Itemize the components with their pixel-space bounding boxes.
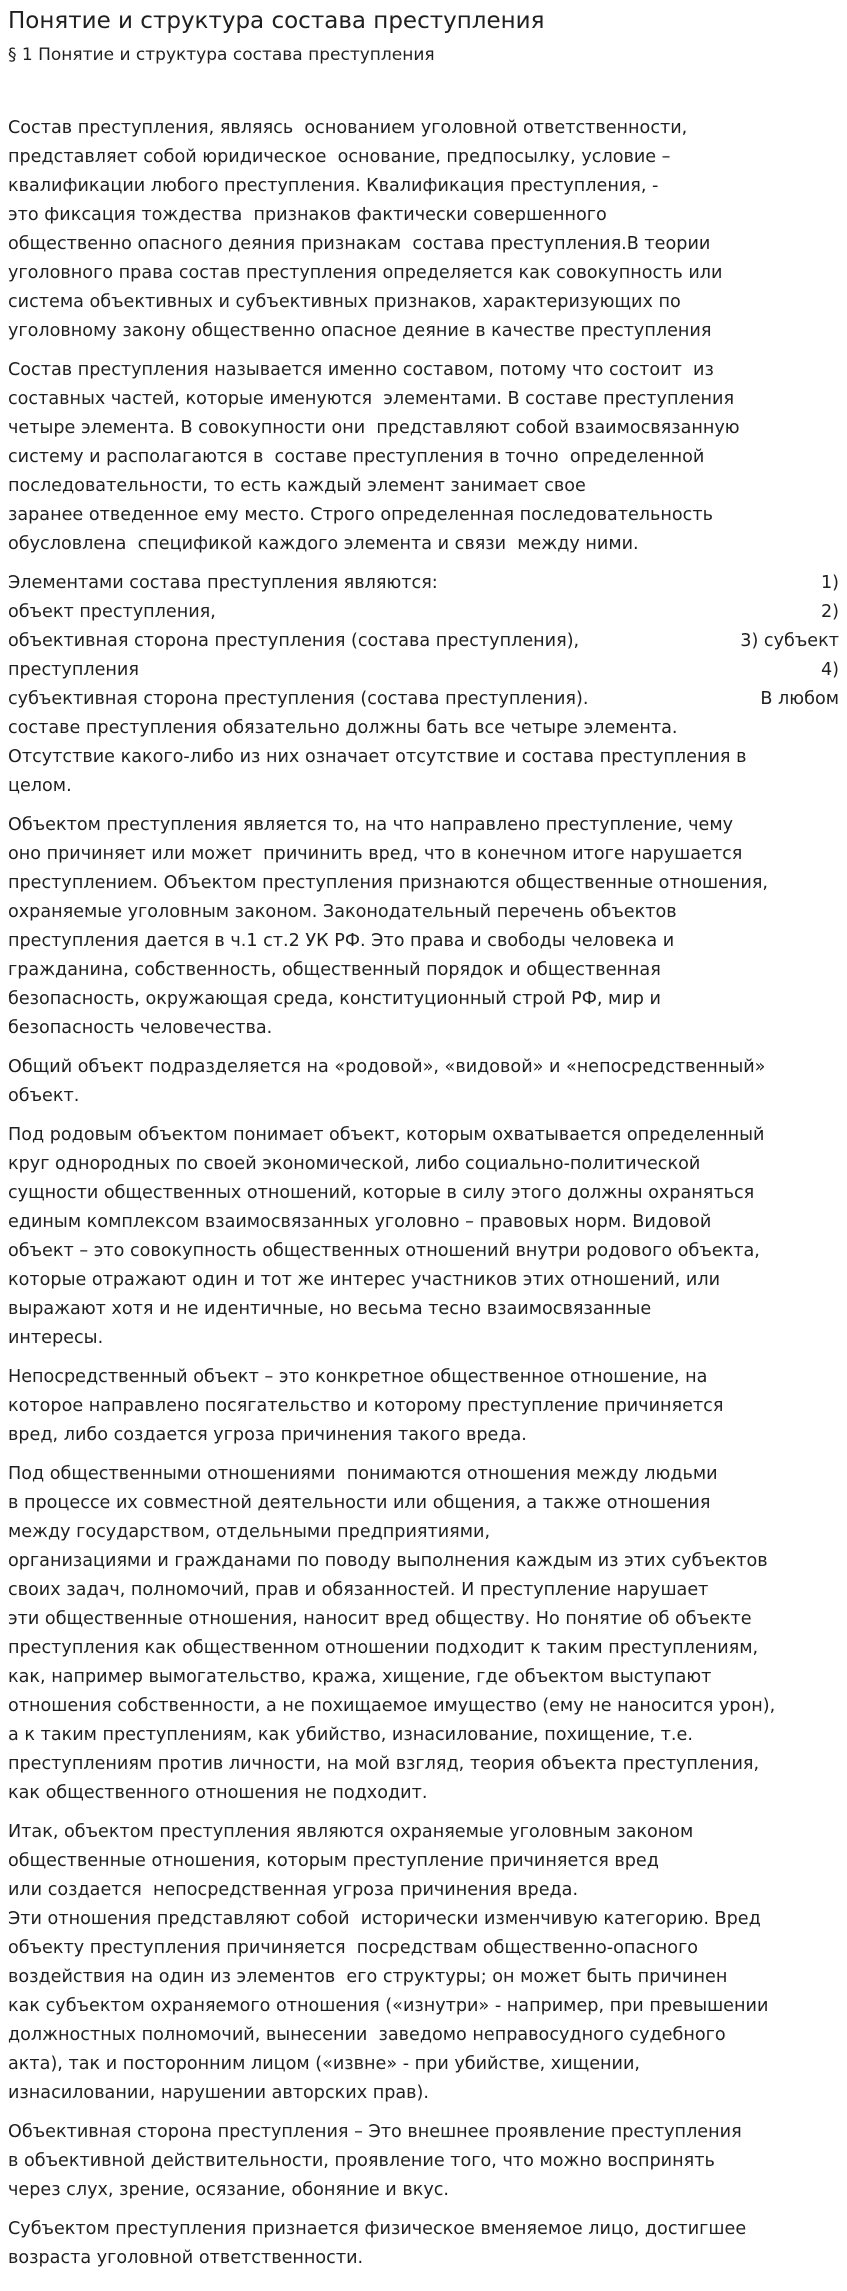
- elements-paragraph: [8, 569, 839, 801]
- text-line: составе преступления обязательно должны бать все четыре элемента.: [8, 718, 678, 738]
- paragraph: [8, 356, 839, 559]
- text-line: охраняемые уголовным законом. Законодательный перечень объектов: [8, 902, 677, 922]
- text-line: представляет собой юридическое основание, предпосылку, условие –: [8, 147, 671, 167]
- text-line: или создается непосредственная угроза причинения вреда.: [8, 1880, 579, 1900]
- text-line: как общественного отношения не подходит.: [8, 1783, 428, 1803]
- text-line: целом.: [8, 776, 72, 796]
- text-line: которые отражают один и тот же интерес участников этих отношений, или: [8, 1270, 721, 1290]
- paragraph: [8, 811, 839, 1043]
- paragraph: [8, 1818, 839, 2108]
- paragraph: [8, 1460, 839, 1808]
- text-line: Субъектом преступления признается физическое вменяемое лицо, достигшее: [8, 2219, 747, 2239]
- text-line: заранее отведенное ему место. Строго определенная последовательность: [8, 505, 713, 525]
- text-line: Общий объект подразделяется на «родовой», «видовой» и «непосредственный»: [8, 1057, 766, 1077]
- text-line: общественные отношения, которым преступление причиняется вред: [8, 1851, 659, 1871]
- text-line: объекту преступления причиняется посредствам общественно-опасного: [8, 1938, 699, 1958]
- text-line: объект.: [8, 1086, 80, 1106]
- text-line: организациями и гражданами по поводу выполнения каждым из этих субъектов: [8, 1551, 768, 1571]
- text-line: Объектом преступления является то, на что направлено преступление, чему: [8, 815, 734, 835]
- text-line: интересы.: [8, 1328, 104, 1348]
- paragraph: [8, 2215, 839, 2273]
- text-line: единым комплексом взаимосвязанных уголовно – правовых норм. Видовой: [8, 1212, 712, 1232]
- text-line: уголовного права состав преступления определяется как совокупность или: [8, 263, 723, 283]
- element-number: 1): [820, 573, 839, 593]
- text-line: преступления дается в ч.1 ст.2 УК РФ. Это права и свободы человека и: [8, 931, 675, 951]
- text-line: безопасность человечества.: [8, 1018, 273, 1038]
- text-line: Итак, объектом преступления являются охраняемые уголовным законом: [8, 1822, 694, 1842]
- text-line: а к таким преступлениям, как убийство, изнасилование, похищение, т.е.: [8, 1725, 693, 1745]
- text-line: оно причиняет или может причинить вред, что в конечном итоге нарушается: [8, 844, 743, 864]
- element-number: В любом: [760, 689, 839, 709]
- element-text: объективная сторона преступления (состава преступления),: [8, 631, 580, 651]
- text-line: как субъектом охраняемого отношения («изнутри» - например, при превышении: [8, 1996, 769, 2016]
- text-line: гражданина, собственность, общественный порядок и общественная: [8, 960, 661, 980]
- text-line: как, например вымогательство, кража, хищение, где объектом выступают: [8, 1667, 712, 1687]
- body-text-top: [8, 114, 839, 559]
- page-title: Понятие и структура состава преступления: [8, 8, 545, 34]
- text-line: которое направлено посягательство и которому преступление причиняется: [8, 1396, 724, 1416]
- paragraph: [8, 1363, 839, 1450]
- paragraph: [8, 1121, 839, 1353]
- text-line: возраста уголовной ответственности.: [8, 2248, 364, 2268]
- text-line: между государством, отдельными предприятиями,: [8, 1522, 491, 1542]
- text-line: систему и располагаются в составе преступления в точно определенной: [8, 447, 705, 467]
- element-text: субъективная сторона преступления (состава преступления).: [8, 689, 589, 709]
- text-line: преступления как общественном отношении подходит к таким преступлениям,: [8, 1638, 759, 1658]
- text-line: Эти отношения представляют собой исторически изменчивую категорию. Вред: [8, 1909, 761, 1929]
- elements-row: [8, 627, 839, 656]
- element-text: объект преступления,: [8, 602, 216, 622]
- text-line: эти общественные отношения, наносит вред обществу. Но понятие об объекте: [8, 1609, 752, 1629]
- text-line: Состав преступления, являясь основанием уголовной ответственности,: [8, 118, 688, 138]
- text-line: преступлением. Объектом преступления признаются общественные отношения,: [8, 873, 769, 893]
- text-line: Отсутствие какого-либо из них означает отсутствие и состава преступления в: [8, 747, 747, 767]
- text-line: уголовному закону общественно опасное деяние в качестве преступления: [8, 321, 712, 341]
- text-line: это фиксация тождества признаков фактически совершенного: [8, 205, 607, 225]
- text-line: квалификации любого преступления. Квалификация преступления, -: [8, 176, 659, 196]
- paragraph: [8, 2118, 839, 2205]
- text-line: составных частей, которые именуются элементами. В составе преступления: [8, 389, 735, 409]
- text-line: последовательности, то есть каждый элемент занимает свое: [8, 476, 586, 496]
- text-line: общественно опасного деяния признакам состава преступления.В теории: [8, 234, 711, 254]
- text-line: Непосредственный объект – это конкретное общественное отношение, на: [8, 1367, 708, 1387]
- elements-row: [8, 569, 839, 598]
- section-heading: § 1 Понятие и структура состава преступления: [8, 45, 435, 65]
- text-line: должностных полномочий, вынесении заведомо неправосудного судебного: [8, 2025, 726, 2045]
- element-text: преступления: [8, 660, 139, 680]
- text-line: Объективная сторона преступления – Это внешнее проявление преступления: [8, 2122, 742, 2142]
- text-line: в процессе их совместной деятельности или общения, а также отношения: [8, 1493, 711, 1513]
- text-line: выражают хотя и не идентичные, но весьма тесно взаимосвязанные: [8, 1299, 652, 1319]
- elements-row: [8, 598, 839, 627]
- text-line: Под родовым объектом понимает объект, которым охватывается определенный: [8, 1125, 765, 1145]
- text-line: круг однородных по своей экономической, либо социально-политической: [8, 1154, 701, 1174]
- paragraph: [8, 114, 839, 346]
- text-line: вред, либо создается угроза причинения такого вреда.: [8, 1425, 527, 1445]
- text-line: акта), так и посторонним лицом («извне» - при убийстве, хищении,: [8, 2054, 640, 2074]
- elements-row: [8, 685, 839, 714]
- text-line: Под общественными отношениями понимаются отношения между людьми: [8, 1464, 718, 1484]
- paragraph: [8, 1053, 839, 1111]
- text-line: в объективной действительности, проявление того, что можно воспринять: [8, 2151, 715, 2171]
- element-text: Элементами состава преступления являются:: [8, 573, 438, 593]
- body-text-bottom: [8, 811, 839, 2273]
- text-line: своих задач, полномочий, прав и обязанностей. И преступление нарушает: [8, 1580, 709, 1600]
- text-line: преступлениям против личности, на мой взгляд, теория объекта преступления,: [8, 1754, 760, 1774]
- text-line: через слух, зрение, осязание, обоняние и вкус.: [8, 2180, 450, 2200]
- text-line: безопасность, окружающая среда, конституционный строй РФ, мир и: [8, 989, 661, 1009]
- text-line: объект – это совокупность общественных отношений внутри родового объекта,: [8, 1241, 760, 1261]
- elements-row: [8, 656, 839, 685]
- text-line: воздействия на один из элементов его структуры; он может быть причинен: [8, 1967, 728, 1987]
- text-line: сущности общественных отношений, которые в силу этого должны охраняться: [8, 1183, 755, 1203]
- text-line: изнасиловании, нарушении авторских прав).: [8, 2083, 429, 2103]
- text-line: отношения собственности, а не похищаемое имущество (ему не наносится урон),: [8, 1696, 776, 1716]
- text-line: система объективных и субъективных признаков, характеризующих по: [8, 292, 681, 312]
- text-line: Состав преступления называется именно составом, потому что состоит из: [8, 360, 714, 380]
- text-line: обусловлена спецификой каждого элемента и связи между ними.: [8, 534, 639, 554]
- element-number: 2): [820, 602, 839, 622]
- element-number: 4): [820, 660, 839, 680]
- element-number: 3) субъект: [740, 631, 839, 651]
- text-line: четыре элемента. В совокупности они представляют собой взаимосвязанную: [8, 418, 740, 438]
